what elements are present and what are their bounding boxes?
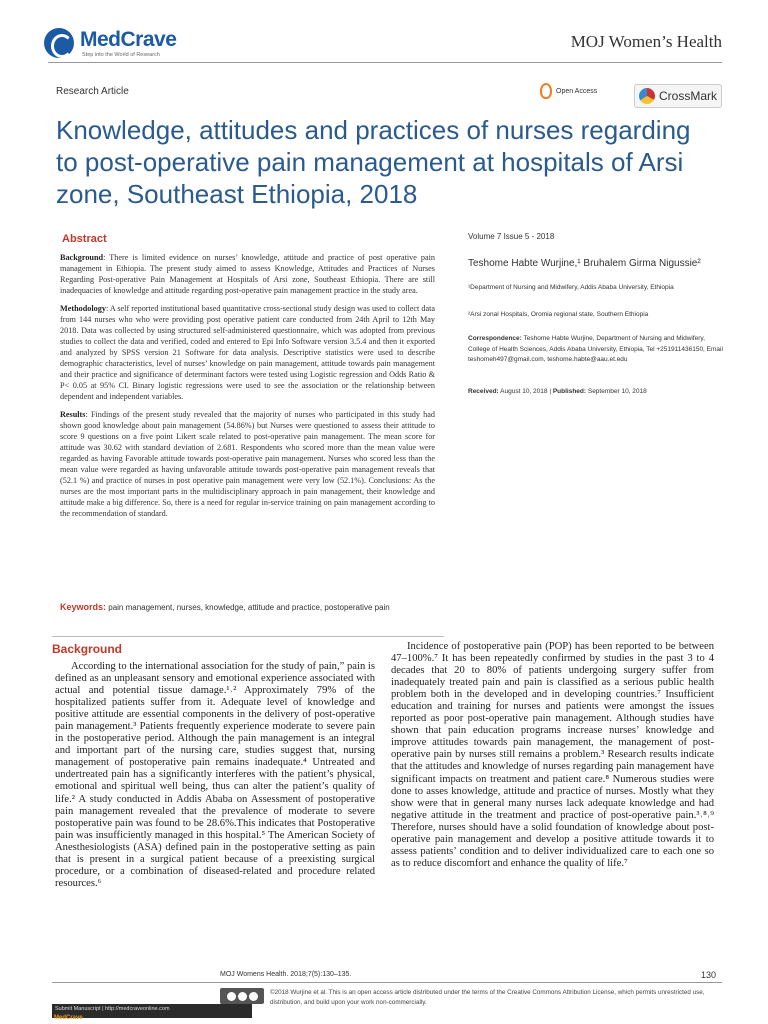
authors: Teshome Habte Wurjine,¹ Bruhalem Girma Nigussie² <box>468 258 701 269</box>
crossmark-button[interactable] <box>634 84 722 108</box>
abstract-methodology-text: : A self reported institutional based quantitative cross-sectional study design was used to collect data from 144 nurses who who were providing post operative patient care conducted from 24th April to 12th May 2018. Data was collected by using structured self-administered questionnaire, which was adopted from previous studies to collect the data and verified, coded and entered to Epi Info Software version 3.5.4 and then it exported and analyzed by SPSS version 21 Software for data analysis. Descriptive statistics were used to describe demographic characteristics, level of nurses’ knowledge on pain management, attitude towards pain management and their practice and significance of determinant factors were tested using Logistic regression and Odds Ratio & P< 0.05 at 95% CI. Binary logistic regressions were used to see the association or the relationship between dependent and independent variables. <box>60 304 435 401</box>
abstract-background-text: : There is limited evidence on nurses’ knowledge, attitude and practice of post operative pain management in Ethiopia. The present study aimed to assess Knowledge, Attitudes and Practices of Nurses Regarding Post-operative Pain Management at Hospitals of Arsi zone, Southeast Ethiopia. There are still inadequacies of knowledge and attitude regarding post-operative pain management practice in the study area. <box>60 253 435 295</box>
medcrave-logo[interactable] <box>44 26 177 64</box>
logo-tagline: Step into the World of Research <box>82 52 160 58</box>
journal-name: MOJ Women’s Health <box>570 32 722 51</box>
crossmark-label: CrossMark <box>659 89 718 103</box>
abstract-background-label: Background <box>60 253 104 262</box>
footer-divider <box>52 982 722 983</box>
open-access-icon <box>540 83 552 99</box>
abstract-heading: Abstract <box>62 233 107 245</box>
received-label: Received: <box>468 388 499 395</box>
correspondence <box>468 334 723 366</box>
abstract-methodology <box>60 303 435 402</box>
abstract-methodology-label: Methodology <box>60 304 106 313</box>
article-dates <box>468 388 723 395</box>
body-left-column <box>55 661 375 890</box>
affiliation-1: ¹Department of Nursing and Midwifery, Addis Ababa University, Ethiopia <box>468 284 674 291</box>
section-divider <box>52 636 444 637</box>
article-type: Research Article <box>56 86 129 97</box>
keywords-label: Keywords: <box>60 602 107 612</box>
background-heading: Background <box>52 642 123 656</box>
keywords-text: pain management, nurses, knowledge, attitude and practice, postoperative pain <box>106 603 390 612</box>
body-right-column <box>391 641 714 870</box>
correspondence-text: Teshome Habte Wurjine, Department of Nursing and Midwifery, College of Health Sciences, Addis Ababa University, Ethiopia, Tel +251911436150, Email teshomeh497@gmail.com, teshome.habte@aau.et.edu <box>468 335 723 363</box>
crossmark-icon <box>639 88 655 104</box>
open-access-badge[interactable] <box>540 83 597 99</box>
logo-name: MedCrave <box>80 28 177 51</box>
header-divider <box>48 62 722 63</box>
published-date: September 10, 2018 <box>586 388 647 395</box>
submit-manuscript-link[interactable]: Submit Manuscript | http://medcraveonline.com <box>55 1006 170 1012</box>
received-date: August 10, 2018 | <box>498 388 553 395</box>
abstract-results-label: Results <box>60 410 86 419</box>
volume-issue: Volume 7 Issue 5 - 2018 <box>468 232 555 241</box>
open-access-label: Open Access <box>556 87 598 95</box>
affiliation-2: ²Arsi zonal Hospitals, Oromia regional state, Southern Ethiopia <box>468 311 649 318</box>
abstract-body <box>60 252 435 526</box>
page-number: 130 <box>700 970 716 980</box>
citation: MOJ Womens Health. 2018;7(5):130‒135. <box>220 971 352 978</box>
body-paragraph: Incidence of postoperative pain (POP) has been reported to be between 47–100%.⁷ It has been repeatedly confirmed by studies in the past 3 to 4 decades that 20 to 80% of patients undergoing surgery suffer from inadequately treated pain and pain is classified as a serious public health problem both in the developed and in developing countries.⁷ Insufficient education and training for nurses and patients were amongst the issues reported as poor post-operative pain management. Although studies have shown that pain education programs increase nurses’ knowledge and improve attitudes towards pain management, the management of post-operative pain by nurses still remains a problem.³ Research results indicate that the attitudes and knowledge of nurses regarding pain management have significant impacts on treatment and patient care.⁸ Numerous studies were done to asses knowledge, attitude and practice of nurses. Mostly what they show were that in general many nurses lack adequate knowledge and had negative attitude in the treatment and practice of post-operative pain.³˒⁸˒⁹ Therefore, nurses should have a solid foundation of knowledge about post-operative pain management and develop a positive attitude towards it to assess patients’ condition and to deliver individualized care to each one so as to reduce discomfort and enhance the quality of life.⁷ <box>391 641 714 869</box>
abstract-background <box>60 252 435 296</box>
published-label: Published: <box>552 388 587 395</box>
body-paragraph: According to the international association for the study of pain,” pain is defined as an unpleasant sensory and emotional experience associated with actual and potential tissue damage.¹˒² Approximately 79% of the hospitalized patients suffer from it. Adequate level of knowledge and positive attitude are essential components in the delivery of post-operative pain management.³ Patients frequently experience moderate to severe pain in the postoperative period. Although the pain management is an integral and important part of the nursing care, studies suggest that, nursing management of postoperative pain remains inadequate.⁴ Untreated and undertreated pain has a significantly interferes with the patient’s physical, emotional and spiritual well being, thus can alter the patient’s quality of life.² A study conducted in Addis Ababa on Assessment of postoperative pain management revealed that the prevalence of moderate to severe postoperative pain was found to be 28.6%.This indicates that Postoperative pain was insufficiently managed in this hospital.⁵ The American Society of Anesthesiologists (ASA) defined pain in the postoperative setting as pain that is present in a surgical patient because of a preexisting surgical procedure, or a combination of diseased-related and procedure related resources.⁶ <box>55 661 375 889</box>
footer-logo: MedCrave <box>54 1015 83 1021</box>
correspondence-label: Correspondence: <box>468 335 522 342</box>
keywords <box>60 602 435 613</box>
abstract-results-text: : Findings of the present study revealed that the majority of nurses who participated in this study had shown good knowledge about pain management (54.86%) but Nurses were questioned to assess their attitude to score 9 questions on a five point Likert scale related to post-operative pain management. The mean score for attitude was 30.62 with standard deviation of 2.681. Respondents who scored more than the mean value were regarded as having Favorable attitude towards post-operative pain management. Nurses who scored less than the mean value were regarded as having unfavorable attitude towards post-operative pain management reveals that (52.1 %) and practice of nurses in post operative pain management were very low (52.1%). Conclusions: As the nurses are the most important parts in the multidisciplinary approach in pain management, their knowledge and attitude make a big difference. So, there is a need for regular in-service training on pain management according to the recommendation of standard. <box>60 410 435 518</box>
medcrave-logo-icon <box>44 28 74 58</box>
creative-commons-icon[interactable] <box>220 988 264 1004</box>
abstract-results <box>60 409 435 519</box>
article-title: Knowledge, attitudes and practices of nurses regarding to post-operative pain management at hospitals of Arsi zone, Southeast Ethiopia, 2018 <box>56 115 691 209</box>
license-text: ©2018 Wurjine et al. This is an open access article distributed under the terms of the Creative Commons Attribution License, which permits unrestricted use, distribution, and build upon your work non-commercially. <box>270 989 705 1006</box>
